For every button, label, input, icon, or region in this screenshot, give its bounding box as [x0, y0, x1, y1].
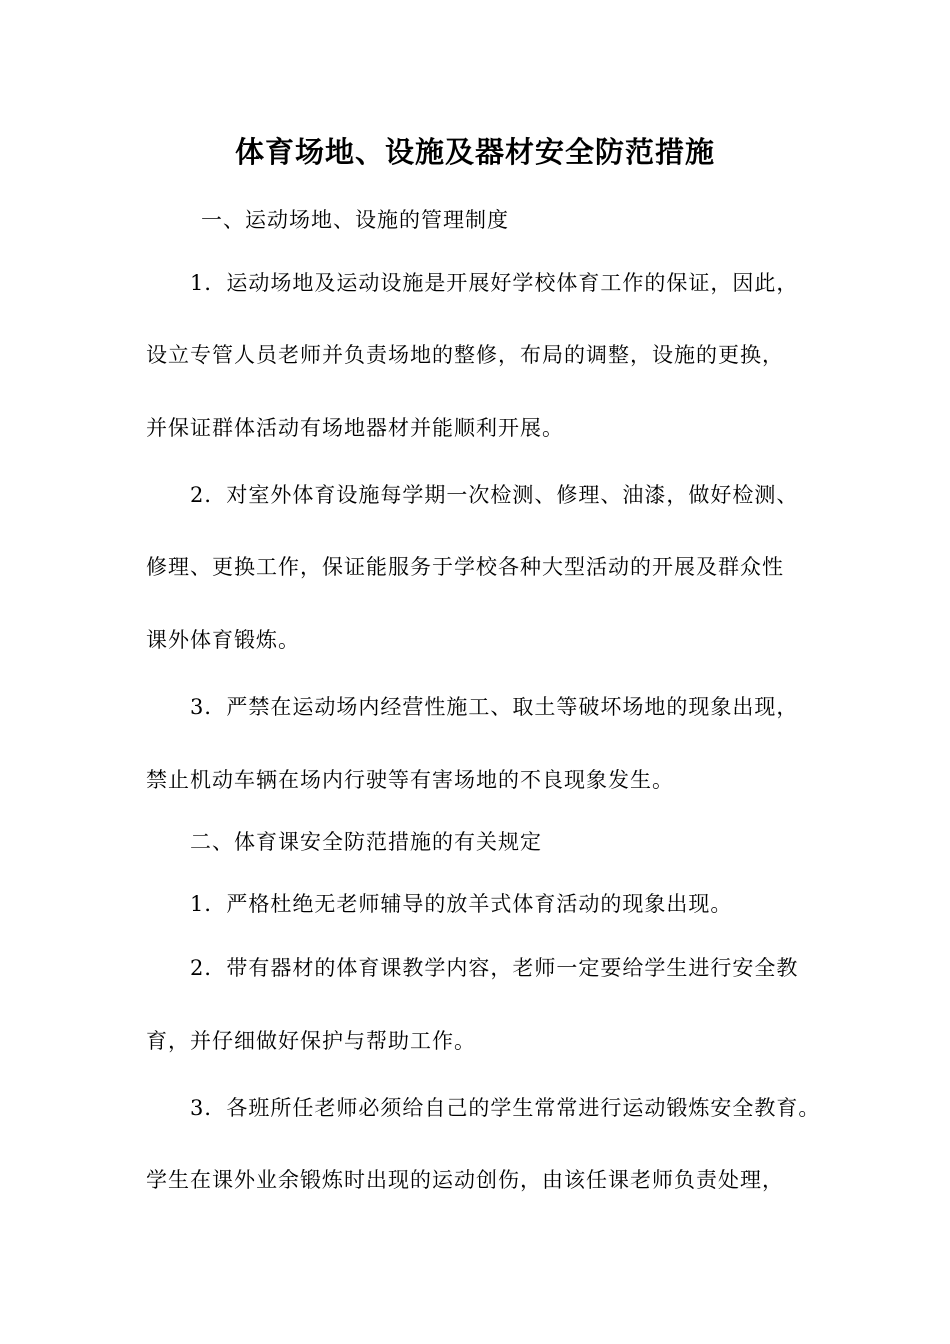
- paragraph-line: 1．严格杜绝无老师辅导的放羊式体育活动的现象出现。: [190, 892, 733, 916]
- paragraph-line: 2．带有器材的体育课教学内容，老师一定要给学生进行安全教: [190, 956, 799, 980]
- paragraph-line: 禁止机动车辆在场内行驶等有害场地的不良现象发生。: [146, 768, 674, 792]
- section-heading-2: 二、体育课安全防范措施的有关规定: [190, 830, 542, 854]
- paragraph-line: 课外体育锻炼。: [146, 628, 300, 652]
- paragraph-line: 学生在课外业余锻炼时出现的运动创伤，由该任课老师负责处理，: [146, 1168, 784, 1192]
- paragraph-line: 育，并仔细做好保护与帮助工作。: [146, 1029, 476, 1053]
- paragraph-line: 1．运动场地及运动设施是开展好学校体育工作的保证，因此，: [190, 271, 799, 295]
- paragraph-line: 2．对室外体育设施每学期一次检测、修理、油漆，做好检测、: [190, 483, 799, 507]
- section-heading-1: 一、运动场地、设施的管理制度: [201, 208, 509, 232]
- document-title: 体育场地、设施及器材安全防范措施: [234, 135, 715, 169]
- paragraph-line: 并保证群体活动有场地器材并能顺利开展。: [146, 416, 564, 440]
- paragraph-line: 设立专管人员老师并负责场地的整修，布局的调整，设施的更换，: [146, 343, 784, 367]
- paragraph-line: 3．严禁在运动场内经营性施工、取土等破坏场地的现象出现，: [190, 695, 799, 719]
- paragraph-line: 3．各班所任老师必须给自己的学生常常进行运动锻炼安全教育。: [190, 1096, 821, 1120]
- paragraph-line: 修理、更换工作，保证能服务于学校各种大型活动的开展及群众性: [146, 555, 784, 579]
